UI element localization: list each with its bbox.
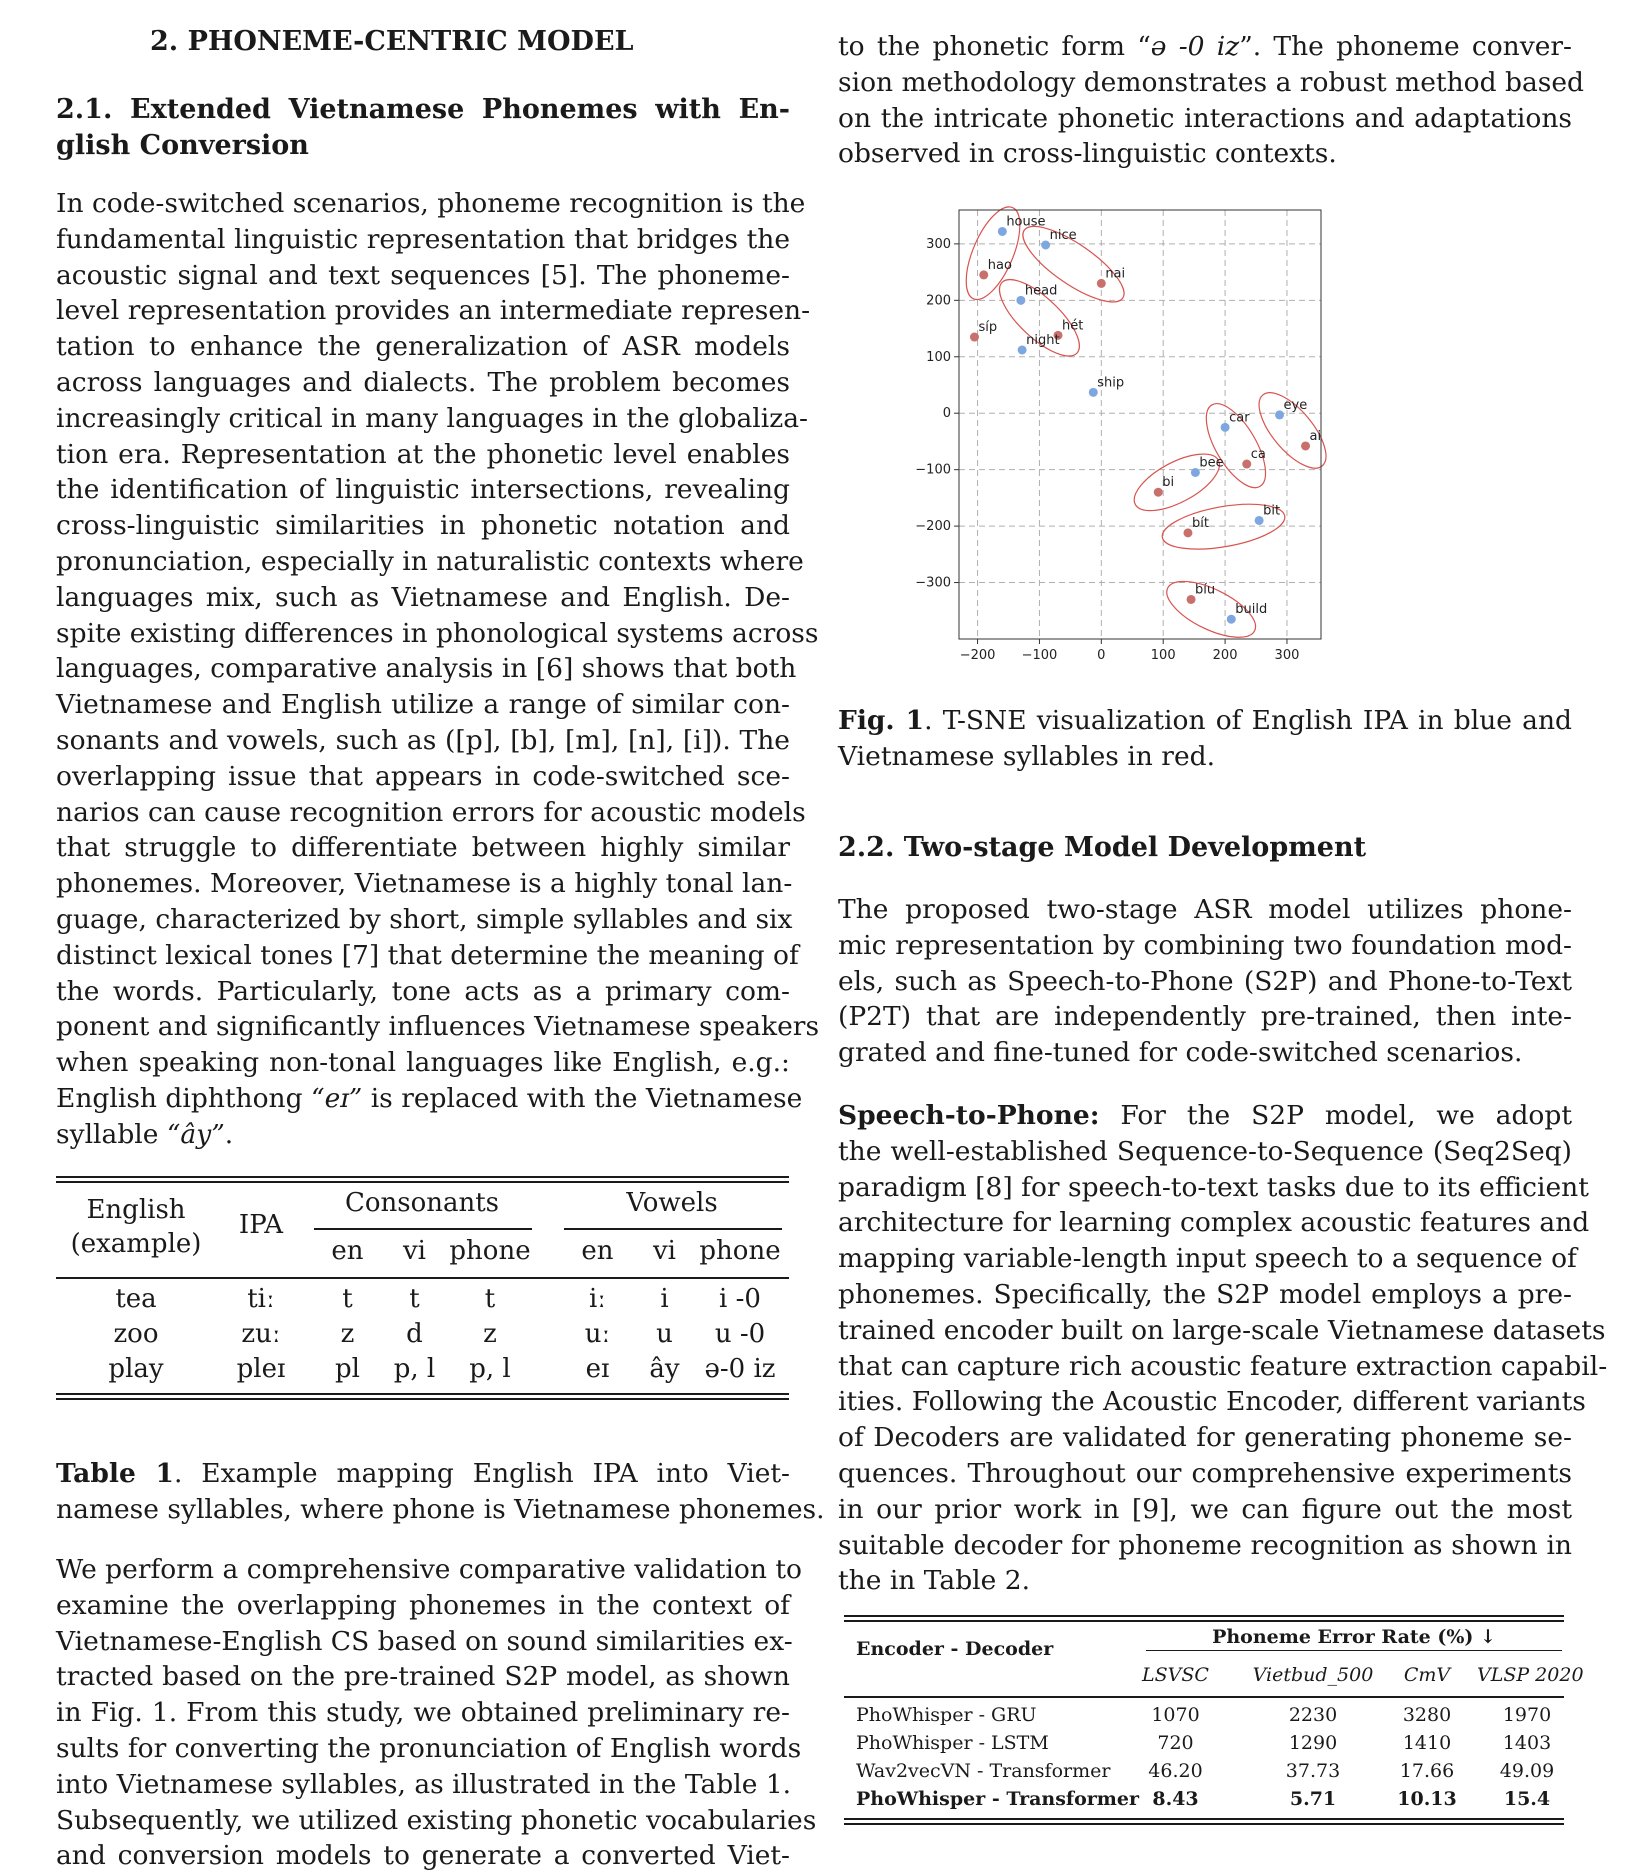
- paragraph-line: in our prior work in [9], we can figure out the most: [838, 1493, 1572, 1525]
- point-label: ship: [1097, 375, 1125, 391]
- t1-cell: play: [108, 1354, 164, 1384]
- t2-cell: 3280: [1402, 1704, 1452, 1726]
- paragraph-line: on the intricate phonetic interactions and adaptations: [838, 102, 1572, 134]
- t1-head-consonants: Consonants: [344, 1188, 500, 1218]
- point-label: bíu: [1195, 582, 1216, 598]
- t2-cell: 17.66: [1399, 1760, 1455, 1782]
- table-1-top-rule: [56, 1176, 789, 1178]
- x-tick-label: 100: [1150, 648, 1176, 663]
- t1-cell: t: [409, 1284, 420, 1314]
- paragraph-line: English diphthong “eɪ” is replaced with the Vietnamese: [56, 1082, 803, 1114]
- paragraph-line: guage, characterized by short, simple syllables and six: [56, 903, 793, 935]
- y-tick-label: 0: [942, 406, 951, 422]
- paragraph-line: level representation provides an intermediate represen-: [56, 295, 811, 327]
- x-tick-label: 200: [1212, 648, 1238, 663]
- t1-subheader: en: [331, 1236, 364, 1266]
- y-tick-label: −100: [915, 462, 951, 478]
- t1-head-vowels: Vowels: [626, 1188, 718, 1218]
- t1-cmidrule: [564, 1228, 782, 1230]
- paragraph-line: sonants and vowels, such as ([p], [b], [m], [n], [i]). The: [56, 724, 790, 756]
- paragraph-line: (P2T) that are independently pre-trained, then inte-: [838, 1001, 1572, 1033]
- t2-cell: 2230: [1288, 1704, 1338, 1726]
- paragraph-line: quences. Throughout our comprehensive experiments: [838, 1457, 1572, 1489]
- paragraph-line: increasingly critical in many languages in the globaliza-: [56, 402, 808, 434]
- t2-row-label: PhoWhisper - LSTM: [856, 1732, 1049, 1754]
- t2-column-header: LSVSC: [1142, 1664, 1209, 1686]
- t1-cell: zuː: [241, 1319, 281, 1349]
- y-tick-label: 100: [926, 349, 951, 365]
- t1-cell: p, l: [469, 1354, 511, 1384]
- t1-cell: uː: [584, 1319, 611, 1349]
- point-label: bít: [1191, 515, 1209, 531]
- t1-cell: i -0: [719, 1284, 761, 1314]
- paragraph-line: ponent and significantly influences Vietnamese speakers: [56, 1011, 820, 1043]
- point-label: house: [1006, 214, 1046, 230]
- caption-line: Fig. 1. T-SNE visualization of English IPA in blue and: [838, 705, 1572, 736]
- point-label: ai: [1309, 428, 1322, 444]
- table-2-bottom-rule: [844, 1818, 1564, 1820]
- t2-column-header: Vietbud_500: [1252, 1664, 1374, 1686]
- paragraph-line: fundamental linguistic representation that bridges the: [56, 223, 790, 255]
- paragraph-line: languages, comparative analysis in [6] shows that both: [56, 653, 797, 685]
- paragraph-line: grated and fine-tuned for code-switched scenarios.: [838, 1037, 1523, 1069]
- table-1-mid-rule: [56, 1277, 789, 1279]
- t1-head-ipa: IPA: [238, 1210, 284, 1240]
- t1-cell: u -0: [714, 1319, 766, 1349]
- paragraph-line: the identification of linguistic intersections, revealing: [56, 474, 790, 506]
- table-1-bottom-rule: [56, 1398, 789, 1400]
- paragraph-line: paradigm [8] for speech-to-text tasks due to its efficient: [838, 1171, 1589, 1203]
- t1-head-english: English (example): [70, 1195, 202, 1259]
- point-label: eye: [1283, 397, 1308, 413]
- point-label: nai: [1105, 266, 1126, 282]
- point-label: night: [1026, 332, 1060, 348]
- point-label: car: [1229, 410, 1250, 426]
- paragraph-line: across languages and dialects. The problem becomes: [56, 366, 790, 398]
- paragraph-line: pronunciation, especially in naturalistic contexts where: [56, 545, 804, 577]
- x-tick-label: 0: [1097, 648, 1106, 663]
- paragraph-line: and conversion models to generate a converted Viet-: [56, 1840, 790, 1872]
- subsection-title-line: 2.1. Extended Vietnamese Phonemes with En-: [56, 94, 790, 125]
- plot-frame: [959, 210, 1321, 639]
- t2-head-group: Phoneme Error Rate (%) ↓: [1212, 1626, 1496, 1648]
- paragraph-line: acoustic signal and text sequences [5]. The phoneme-: [56, 259, 790, 291]
- point-label: bit: [1263, 503, 1281, 519]
- paragraph-line: trained encoder built on large-scale Vietnamese datasets: [838, 1314, 1606, 1346]
- paragraph-line: ities. Following the Acoustic Encoder, different variants: [838, 1386, 1586, 1418]
- paragraph-line: narios can cause recognition errors for acoustic models: [56, 796, 806, 828]
- paragraph-line: the well-established Sequence-to-Sequence (Seq2Seq): [838, 1135, 1572, 1167]
- paragraph-line: els, such as Speech-to-Phone (S2P) and Phone-to-Text: [838, 965, 1572, 997]
- t2-row-label: PhoWhisper - GRU: [856, 1704, 1037, 1726]
- point-label: build: [1235, 602, 1268, 618]
- paragraph-line: languages mix, such as Vietnamese and English. De-: [56, 581, 790, 613]
- table-1-bottom-rule: [56, 1393, 789, 1395]
- paragraph-line: when speaking non-tonal languages like English, e.g.:: [56, 1047, 790, 1079]
- point-label: bee: [1199, 455, 1224, 471]
- paragraph-line: We perform a comprehensive comparative validation to: [56, 1554, 802, 1585]
- x-tick-label: 300: [1274, 648, 1300, 663]
- paragraph-line: that struggle to differentiate between highly similar: [56, 832, 790, 864]
- paragraph-line: tion era. Representation at the phonetic level enables: [56, 438, 790, 470]
- paragraph-line: tation to enhance the generalization of ASR models: [56, 331, 790, 363]
- t1-subheader: en: [581, 1236, 614, 1266]
- paragraph-line: phonemes. Moreover, Vietnamese is a highly tonal lan-: [56, 868, 793, 900]
- figure-1-caption: [838, 703, 1572, 775]
- point-label: síp: [978, 320, 998, 336]
- t2-column-header: CmV: [1403, 1664, 1451, 1686]
- subsection-title-line: glish Conversion: [56, 129, 309, 161]
- paragraph-line: Vietnamese-English CS based on sound similarities ex-: [56, 1625, 793, 1657]
- paragraph-line: In code-switched scenarios, phoneme recognition is the: [56, 188, 806, 219]
- t2-cell: 1970: [1502, 1704, 1552, 1726]
- table-2-mid-rule: [844, 1696, 1564, 1698]
- paragraph-line: Subsequently, we utilized existing phonetic vocabularies: [56, 1804, 817, 1836]
- t1-cell: pl: [335, 1354, 360, 1384]
- paragraph-speech-to-phone: [838, 1098, 1608, 1599]
- paragraph-line: mapping variable-length input speech to a sequence of: [838, 1243, 1577, 1275]
- paragraph-line: Vietnamese and English utilize a range of similar con-: [56, 689, 790, 721]
- t2-head-encoder-decoder: Encoder - Decoder: [856, 1638, 1054, 1660]
- pair-ellipse: [1248, 382, 1338, 479]
- y-tick-label: −300: [915, 575, 951, 591]
- t1-cell: iː: [588, 1284, 607, 1314]
- t1-subheader: vi: [402, 1236, 426, 1266]
- paragraph-line: the words. Particularly, tone acts as a primary com-: [56, 975, 790, 1007]
- y-tick-label: 200: [926, 293, 951, 309]
- t2-cell: 10.13: [1397, 1788, 1457, 1810]
- point-label: bi: [1162, 475, 1175, 491]
- t1-cell: i: [660, 1284, 669, 1314]
- t1-subheader: phone: [699, 1236, 781, 1266]
- t1-cell: p, l: [393, 1354, 436, 1384]
- paragraph-line: observed in cross-linguistic contexts.: [838, 138, 1337, 170]
- paragraph-line: of Decoders are validated for generating phoneme se-: [838, 1422, 1572, 1454]
- point-label: head: [1024, 283, 1058, 299]
- t1-cell: d: [406, 1319, 423, 1349]
- point-label: nice: [1049, 227, 1077, 243]
- t1-cell: t: [484, 1284, 496, 1314]
- paragraph-line: phonemes. Specifically, the S2P model employs a pre-: [838, 1278, 1572, 1310]
- t2-row-label: PhoWhisper - Transformer: [856, 1788, 1139, 1810]
- paragraph-line: distinct lexical tones [7] that determine the meaning of: [56, 939, 799, 971]
- table-1-top-rule: [56, 1181, 789, 1183]
- t2-cell: 1070: [1151, 1704, 1200, 1726]
- x-tick-label: −100: [1021, 648, 1058, 663]
- t2-cell: 1290: [1288, 1732, 1338, 1754]
- paragraph-line: overlapping issue that appears in code-switched sce-: [56, 760, 790, 792]
- paragraph-line: examine the overlapping phonemes in the context of: [56, 1589, 790, 1621]
- paragraph-line: in Fig. 1. From this study, we obtained preliminary re-: [56, 1697, 790, 1729]
- t2-cell: 8.43: [1152, 1788, 1199, 1810]
- caption-line: namese syllables, where phone is Vietnamese phonemes.: [56, 1493, 825, 1525]
- paragraph-line: the in Table 2.: [838, 1565, 1031, 1597]
- caption-line: Table 1. Example mapping English IPA into Viet-: [56, 1458, 790, 1489]
- t1-subheader: phone: [449, 1236, 531, 1266]
- paragraph-line: that can capture rich acoustic feature extraction capabil-: [838, 1350, 1608, 1382]
- table-2: [844, 1612, 1584, 1822]
- paragraph-line: tracted based on the pre-trained S2P model, as shown: [56, 1661, 790, 1693]
- t1-cell: z: [483, 1319, 497, 1349]
- t2-cell: 15.4: [1503, 1788, 1551, 1810]
- t1-cell: tiː: [247, 1284, 275, 1314]
- x-tick-label: −200: [959, 648, 996, 663]
- t2-cell: 5.71: [1289, 1788, 1337, 1810]
- t1-cell: z: [340, 1319, 355, 1349]
- t1-cell: pleɪ: [236, 1354, 286, 1384]
- t2-cmidrule: [1146, 1650, 1562, 1651]
- t1-subheader: vi: [652, 1236, 676, 1266]
- y-tick-label: 300: [926, 236, 951, 252]
- table-2-top-rule: [844, 1620, 1564, 1622]
- point-label: ca: [1250, 447, 1266, 463]
- figure-1-tsne-chart: [908, 196, 1348, 671]
- paragraph-line: Speech-to-Phone: For the S2P model, we adopt: [838, 1100, 1572, 1131]
- table-2-top-rule: [844, 1615, 1564, 1617]
- t1-cell: tea: [115, 1284, 157, 1314]
- paragraph-line: mic representation by combining two foundation mod-: [838, 929, 1572, 961]
- t1-cell: u: [656, 1319, 673, 1349]
- paragraph-line: syllable “ây”.: [56, 1118, 234, 1150]
- paragraph-validation: [56, 1552, 817, 1874]
- caption-line: Vietnamese syllables in red.: [838, 740, 1216, 772]
- t2-cell: 46.20: [1148, 1760, 1203, 1782]
- table-2-bottom-rule: [844, 1823, 1564, 1825]
- t2-column-header: VLSP 2020: [1477, 1664, 1584, 1686]
- t2-row-label: Wav2vecVN - Transformer: [856, 1760, 1111, 1782]
- paragraph-line: cross-linguistic similarities in phonetic notation and: [56, 510, 790, 542]
- t2-cell: 720: [1157, 1732, 1194, 1754]
- t1-cell: zoo: [113, 1319, 159, 1349]
- t2-cell: 49.09: [1499, 1760, 1555, 1782]
- t1-cell: ây: [649, 1354, 680, 1384]
- paragraph-line: to the phonetic form “ə -0 iz”. The phoneme conver-: [838, 31, 1573, 62]
- table-1-caption: [56, 1456, 825, 1528]
- paragraph-line: sults for converting the pronunciation of English words: [56, 1732, 802, 1764]
- paragraph-conversion: [838, 29, 1584, 172]
- paragraph-intro: [56, 186, 820, 1153]
- t2-cell: 1403: [1502, 1732, 1552, 1754]
- t1-cmidrule: [314, 1228, 532, 1230]
- paragraph-line: The proposed two-stage ASR model utilizes phone-: [838, 894, 1572, 925]
- t1-cell: ə-0 iz: [704, 1354, 776, 1384]
- paragraph-line: architecture for learning complex acoustic features and: [838, 1207, 1590, 1239]
- point-label: hét: [1062, 318, 1084, 334]
- paragraph-line: spite existing differences in phonological systems across: [56, 617, 819, 649]
- paragraph-line: into Vietnamese syllables, as illustrated in the Table 1.: [56, 1768, 792, 1800]
- t2-cell: 37.73: [1285, 1760, 1341, 1782]
- point-label: hao: [987, 257, 1012, 273]
- subsection-title-2-2: 2.2. Two-stage Model Development: [838, 832, 1367, 863]
- subsection-title-2-1: [56, 92, 790, 164]
- paragraph-line: suitable decoder for phoneme recognition as shown in: [838, 1529, 1572, 1561]
- t2-cell: 1410: [1402, 1732, 1452, 1754]
- paragraph-line: sion methodology demonstrates a robust method based: [838, 66, 1584, 98]
- t1-cell: t: [342, 1284, 353, 1314]
- paragraph-two-stage: [838, 892, 1572, 1071]
- t1-cell: eɪ: [585, 1354, 610, 1384]
- y-tick-label: −200: [915, 519, 951, 535]
- section-title: 2. PHONEME-CENTRIC MODEL: [150, 26, 634, 57]
